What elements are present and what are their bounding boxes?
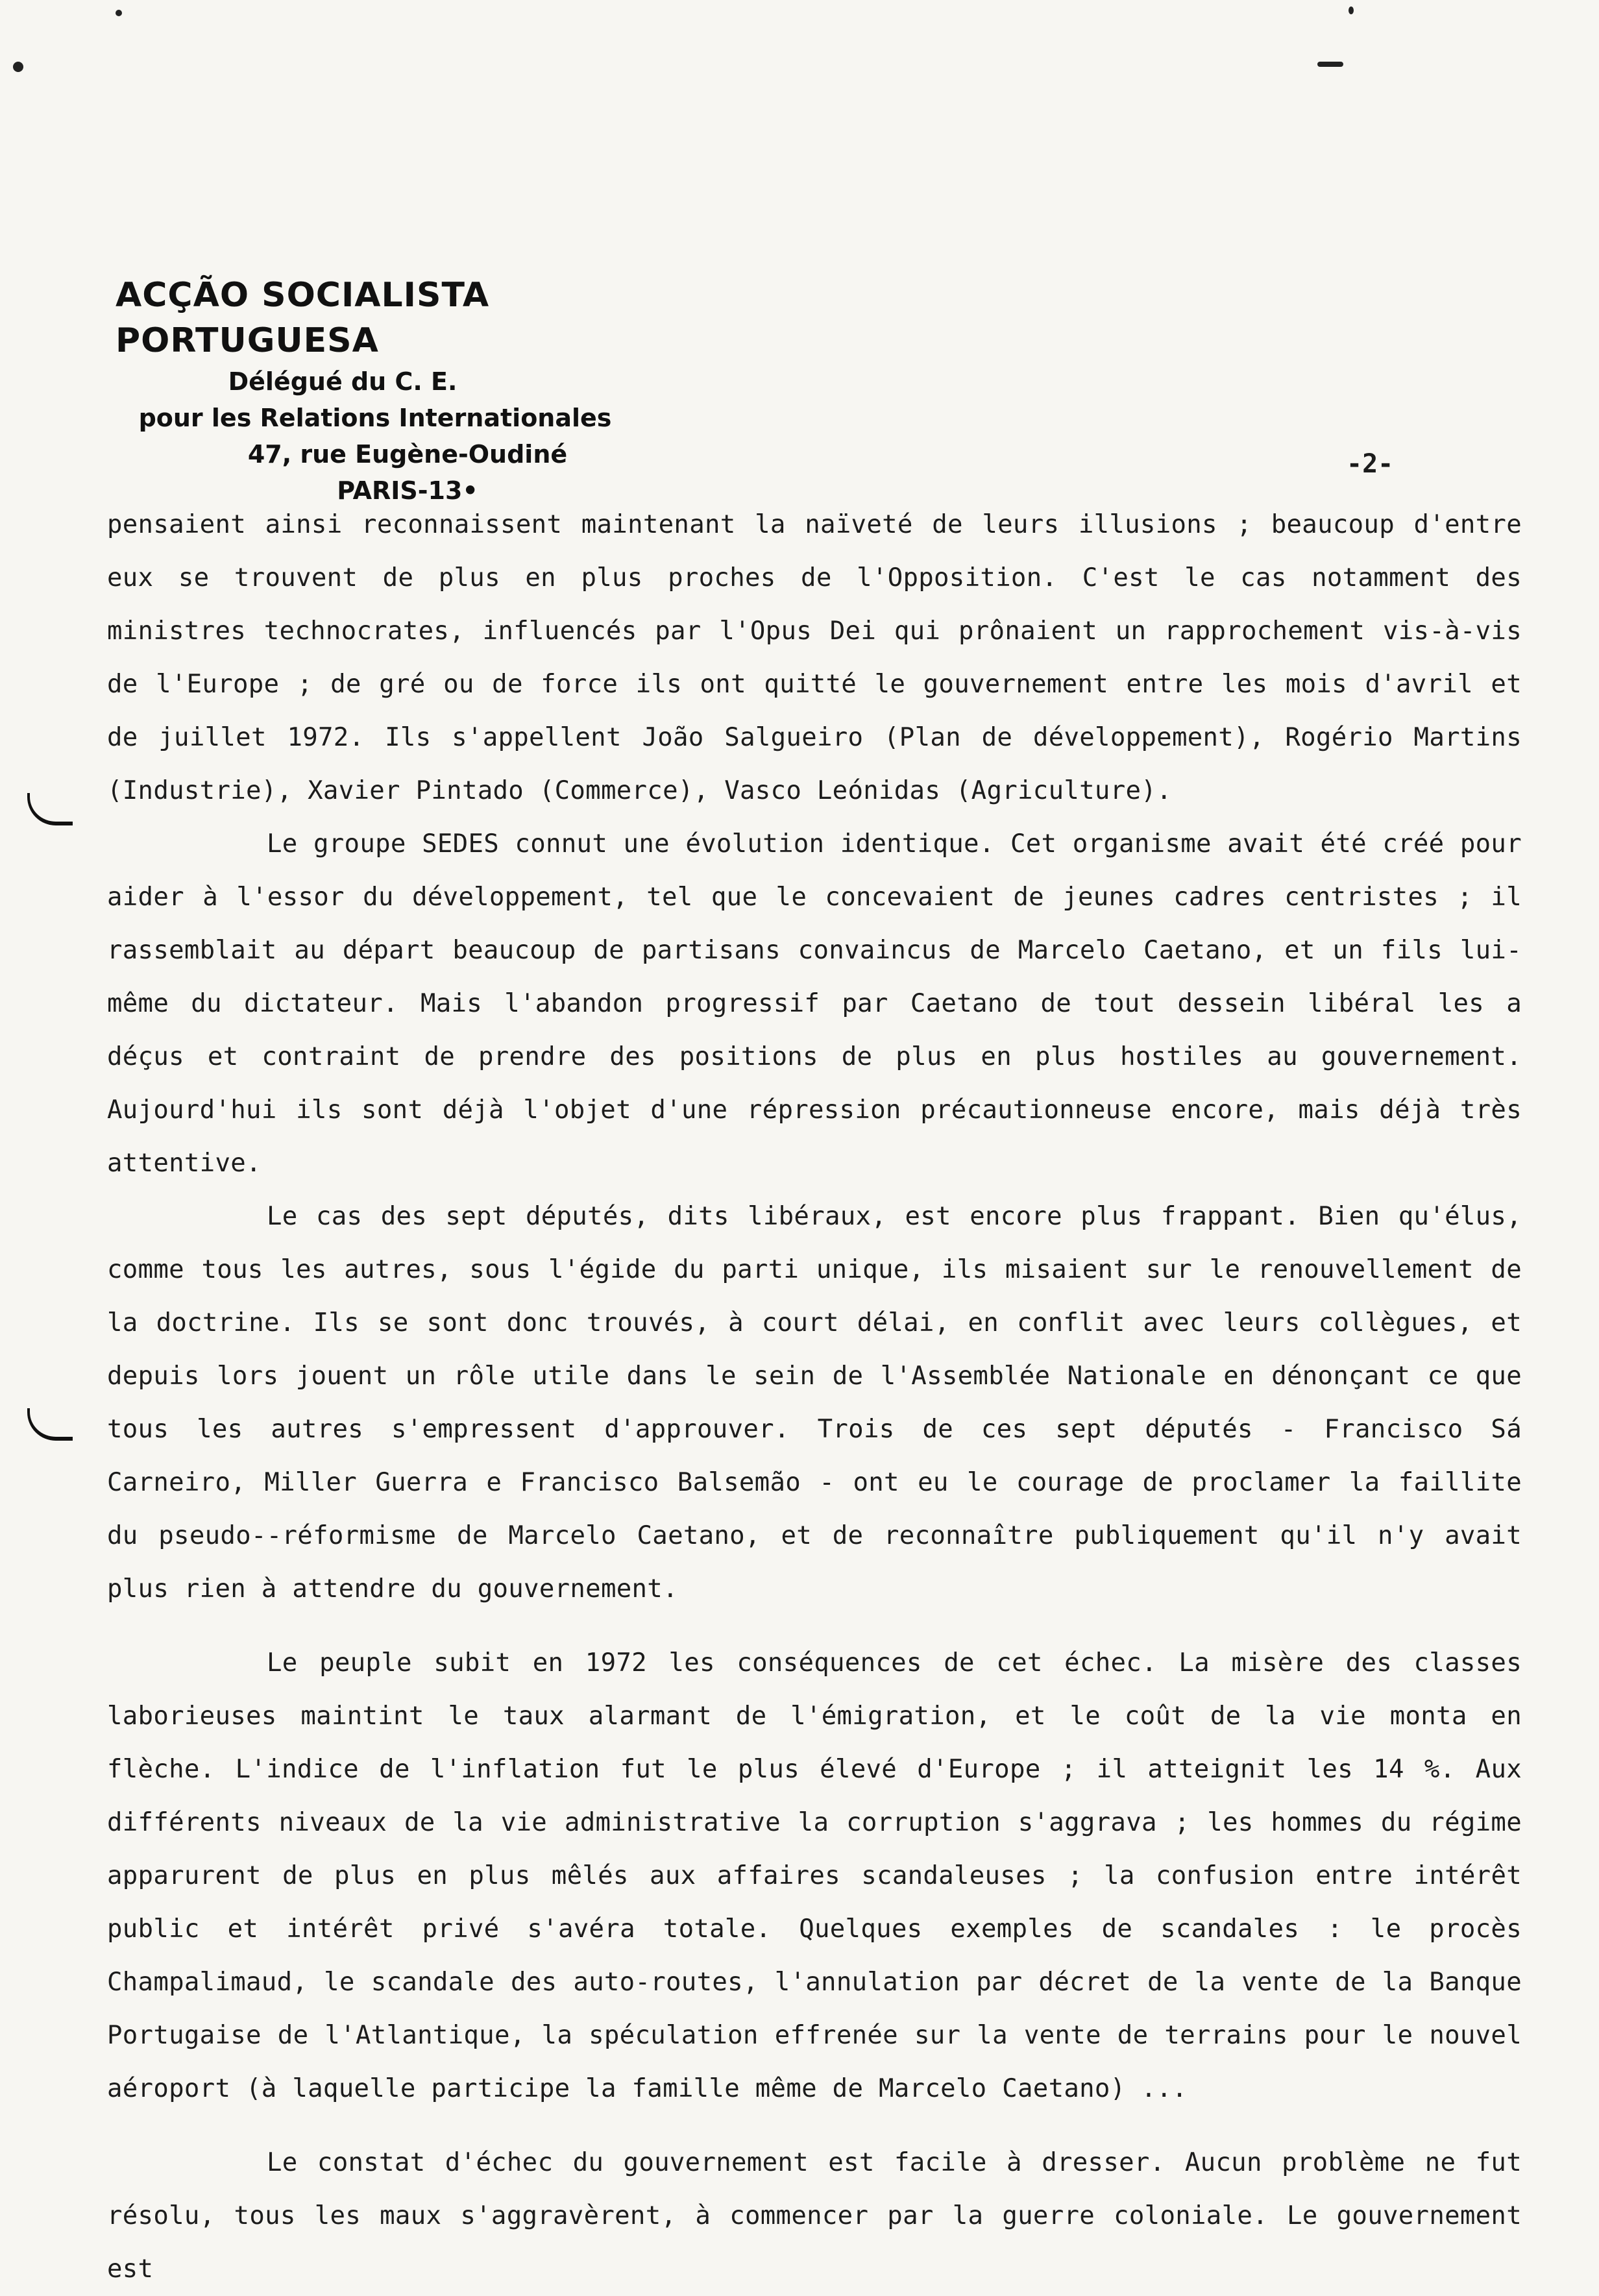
paragraph: Le peuple subit en 1972 les conséquences de cet échec. La misère des classes laborieuses maintint le taux alarmant de l'émigration, et le coût de la vie monta en flèche. L'indice de l'inflation fut le plus élevé d'Europe ; il atteignit les 14 %. Aux différents niveaux de la vie administrative la corruption s'aggrava ; les hommes du régime apparurent de plus en plus mêlés aux affaires scandaleuses ; la confusion entre intérêt public et intérêt privé s'avéra totale. Quelques exemples de scandales : le procès Champalimaud, le scandale des auto-routes, l'annulation par décret de la vente de la Banque Portugaise de l'Atlantique, la spéculation effrenée sur la vente de terrains pour le nouvel aéroport (à laquelle participe la famille même de Marcelo Caetano) ... xyxy=(107,1648,1522,2103)
ink-speck xyxy=(1349,6,1354,14)
paragraph: Le cas des sept députés, dits libéraux, est encore plus frappant. Bien qu'élus, comme tous les autres, sous l'égide du parti unique, ils misaient sur le renouvellement de la doctrine. Ils se sont donc trouvés, à court délai, en conflit avec leurs collègues, et depuis lors jouent un rôle utile dans le sein de l'Assemblée Nationale en dénonçant ce que tous les autres s'empressent d'approuver. Trois de ces sept députés - Francisco Sá Carneiro, Miller Guerra e Francisco Balsemão - ont eu le courage de proclamer la faillite du pseudo--réformisme de Marcelo Caetano, et de reconnaître publiquement qu'il n'y avait plus rien à attendre du gouvernement. xyxy=(107,1202,1522,1604)
relations-line: pour les Relations Internationales xyxy=(138,404,612,432)
document-body xyxy=(107,498,1522,2296)
punch-hole-mark xyxy=(27,1408,73,1441)
ink-speck xyxy=(116,10,122,16)
page-number: -2- xyxy=(1347,449,1394,479)
city-address: PARIS-13• xyxy=(337,476,478,505)
street-address: 47, rue Eugène-Oudiné xyxy=(247,440,568,469)
punch-hole-mark xyxy=(27,793,73,825)
paragraph: Le groupe SEDES connut une évolution identique. Cet organisme avait été créé pour aider à l'essor du développement, tel que le concevaient de jeunes cadres centristes ; il rassemblait au départ beaucoup de partisans convaincus de Marcelo Caetano, et un fils lui-même du dictateur. Mais l'abandon progressif par Caetano de tout dessein libéral les a déçus et contraint de prendre des positions de plus en plus hostiles au gouvernement. Aujourd'hui ils sont déjà l'objet d'une répression précautionneuse encore, mais déjà très attentive. xyxy=(107,829,1522,1178)
paragraph: Le constat d'échec du gouvernement est facile à dresser. Aucun problème ne fut résolu, tous les maux s'aggravèrent, à commencer par la guerre coloniale. Le gouvernement est xyxy=(107,2148,1522,2284)
letterhead xyxy=(116,273,700,509)
organization-name: ACÇÃO SOCIALISTA PORTUGUESA xyxy=(116,276,490,360)
delegate-line: Délégué du C. E. xyxy=(228,367,458,396)
paragraph: pensaient ainsi reconnaissent maintenant la naïveté de leurs illusions ; beaucoup d'entre eux se trouvent de plus en plus proches de l'Opposition. C'est le cas notamment des ministres technocrates, influencés par l'Opus Dei qui prônaient un rapprochement vis-à-vis de l'Europe ; de gré ou de force ils ont quitté le gouvernement entre les mois d'avril et de juillet 1972. Ils s'appellent João Salgueiro (Plan de développement), Rogério Martins (Industrie), Xavier Pintado (Commerce), Vasco Leónidas (Agriculture). xyxy=(107,510,1522,805)
ink-speck xyxy=(1317,62,1343,67)
ink-speck xyxy=(13,62,23,72)
